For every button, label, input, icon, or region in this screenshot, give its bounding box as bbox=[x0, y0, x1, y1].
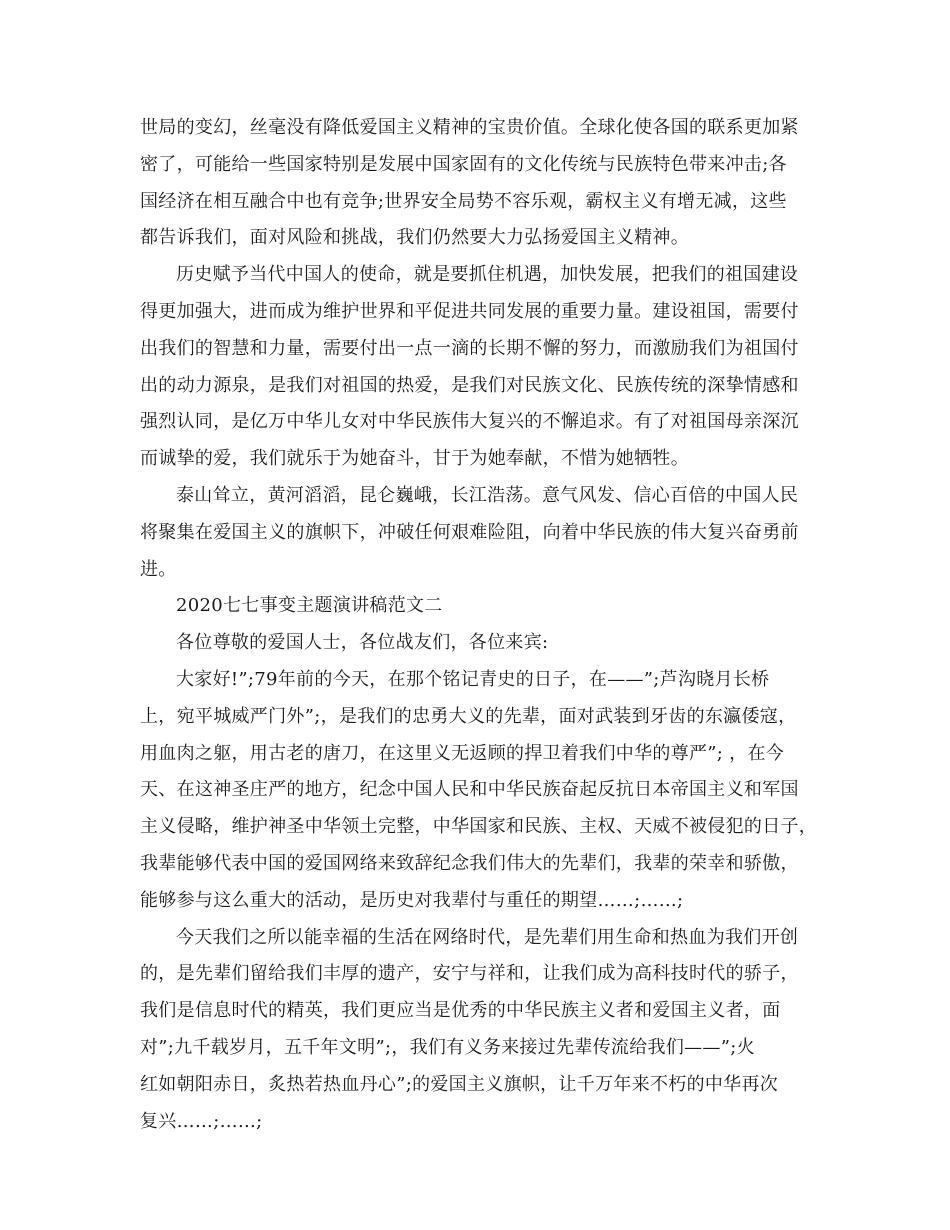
text-line: 红如朝阳赤日，炙热若热血丹心”;的爱国主义旗帜，让千万年来不朽的中华再次 bbox=[140, 1073, 779, 1095]
text-line: 都告诉我们，面对风险和挑战，我们仍然要大力弘扬爱国主义精神。 bbox=[140, 227, 689, 249]
text-line: 国经济在相互融合中也有竞争;世界安全局势不容乐观，霸权主义有增无减，这些 bbox=[140, 190, 787, 212]
text-line: 大家好!”;79年前的今天，在那个铭记青史的日子，在——”;芦沟晓月长桥 bbox=[176, 668, 770, 690]
text-line: 历史赋予当代中国人的使命，就是要抓住机遇，加快发展，把我们的祖国建设 bbox=[176, 264, 799, 286]
text-line: 用血肉之躯，用古老的唐刀，在这里义无返顾的捍卫着我们中华的尊严”; ，在今 bbox=[140, 742, 785, 764]
text-line: 各位尊敬的爱国人士，各位战友们，各位来宾: bbox=[176, 632, 549, 654]
salutation bbox=[140, 625, 812, 662]
text-line: 上，宛平城威严门外”;，是我们的忠勇大义的先辈，面对武装到牙齿的东瀛倭寇， bbox=[140, 705, 797, 727]
paragraph bbox=[140, 920, 812, 1141]
text-line: 泰山耸立，黄河滔滔，昆仑巍峨，长江浩荡。意气风发、信心百倍的中国人民 bbox=[176, 484, 799, 506]
paragraph bbox=[140, 662, 818, 920]
text-line: 强烈认同，是亿万中华儿女对中华民族伟大复兴的不懈追求。有了对祖国母亲深沉 bbox=[140, 411, 799, 433]
text-line: 2020七七事变主题演讲稿范文二 bbox=[176, 595, 443, 617]
text-line: 的，是先辈们留给我们丰厚的遗产，安宁与祥和，让我们成为高科技时代的骄子， bbox=[140, 963, 799, 985]
text-line: 复兴……;……; bbox=[140, 1110, 263, 1132]
text-line: 能够参与这么重大的活动，是历史对我辈付与重任的期望……;……; bbox=[140, 889, 684, 911]
document-body bbox=[140, 110, 818, 1140]
text-line: 得更加强大，进而成为维护世界和平促进共同发展的重要力量。建设祖国，需要付 bbox=[140, 300, 799, 322]
section-heading bbox=[140, 588, 812, 625]
paragraph bbox=[140, 110, 812, 257]
text-line: 我们是信息时代的精英，我们更应当是优秀的中华民族主义者和爱国主义者，面 bbox=[140, 1000, 781, 1022]
text-line: 而诚挚的爱，我们就乐于为她奋斗，甘于为她奉献，不惜为她牺牲。 bbox=[140, 448, 689, 470]
text-line: 主义侵略，维护神圣中华领土完整，中华国家和民族、主权、天威不被侵犯的日子， bbox=[140, 816, 818, 838]
text-line: 天、在这神圣庄严的地方，纪念中国人民和中华民族奋起反抗日本帝国主义和军国 bbox=[140, 779, 799, 801]
text-line: 将聚集在爱国主义的旗帜下，冲破任何艰难险阻，向着中华民族的伟大复兴奋勇前 bbox=[140, 521, 799, 543]
text-line: 我辈能够代表中国的爱国网络来致辞纪念我们伟大的先辈们，我辈的荣幸和骄傲， bbox=[140, 852, 799, 874]
text-line: 对”;九千载岁月，五千年文明”;，我们有义务来接过先辈传流给我们——”;火 bbox=[140, 1036, 755, 1058]
paragraph bbox=[140, 478, 812, 588]
text-line: 进。 bbox=[140, 558, 177, 580]
text-line: 今天我们之所以能幸福的生活在网络时代，是先辈们用生命和热血为我们开创 bbox=[176, 926, 799, 948]
text-line: 世局的变幻，丝毫没有降低爱国主义精神的宝贵价值。全球化使各国的联系更加紧 bbox=[140, 117, 799, 138]
text-line: 密了，可能给一些国家特别是发展中国家固有的文化传统与民族特色带来冲击;各 bbox=[140, 153, 787, 175]
paragraph bbox=[140, 257, 812, 478]
text-line: 出的动力源泉，是我们对祖国的热爱，是我们对民族文化、民族传统的深挚情感和 bbox=[140, 374, 799, 396]
text-line: 出我们的智慧和力量，需要付出一点一滴的长期不懈的努力，而激励我们为祖国付 bbox=[140, 337, 799, 359]
